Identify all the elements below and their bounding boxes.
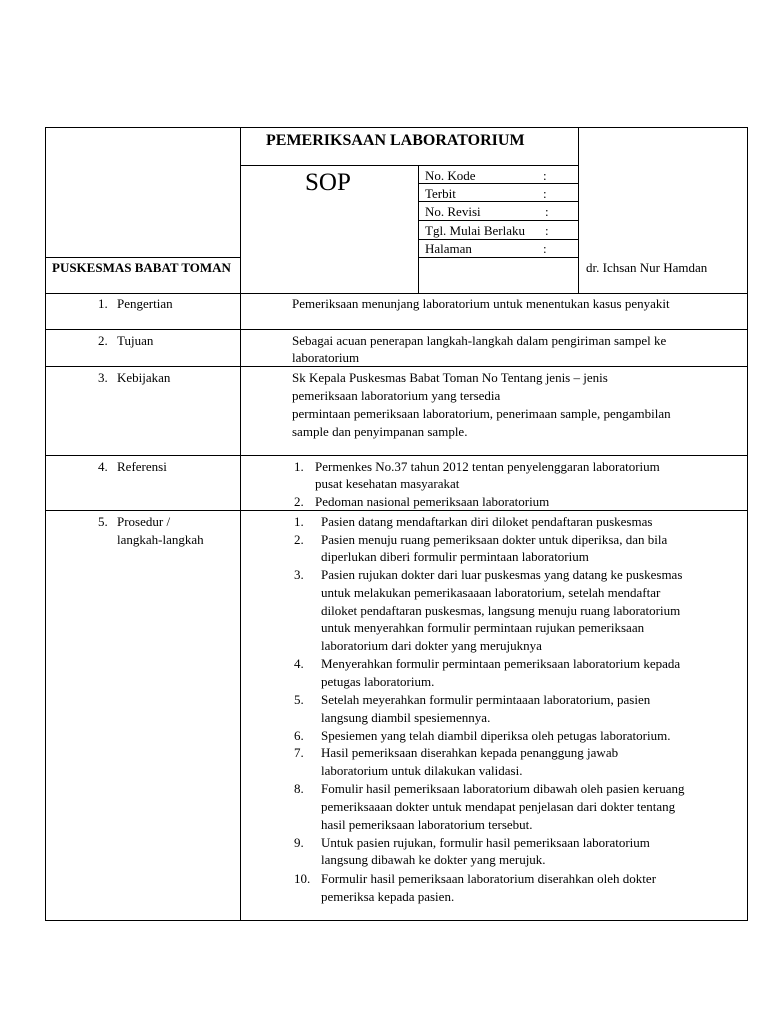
sop-label: SOP bbox=[305, 169, 351, 196]
list-item-number: 8. bbox=[294, 781, 304, 796]
list-item-number: 2. bbox=[294, 532, 304, 547]
section-text-line: Pemeriksaan menunjang laboratorium untuk menentukan kasus penyakit bbox=[292, 296, 670, 311]
section-label: Prosedur / bbox=[117, 514, 171, 529]
list-item-text: untuk melakukan pemerikasaaan laboratorium, setelah mendaftar bbox=[321, 585, 661, 600]
table-border-top bbox=[45, 127, 748, 128]
section-divider-4 bbox=[45, 510, 748, 511]
section-text-line: pemeriksaan laboratorium yang tersedia bbox=[292, 388, 501, 403]
header-divider-left bbox=[240, 127, 241, 921]
header-divider-right bbox=[578, 127, 579, 293]
list-item-text: Pasien rujukan dokter dari luar puskesmas yang datang ke puskesmas bbox=[321, 567, 683, 582]
section-divider-1 bbox=[45, 329, 748, 330]
table-border-right bbox=[747, 127, 748, 921]
section-text-line: laboratorium bbox=[292, 350, 360, 365]
doc-field-label: Terbit bbox=[425, 186, 456, 201]
list-item-text: pemeriksa kepada pasien. bbox=[321, 889, 455, 904]
title-underline bbox=[240, 165, 579, 166]
doc-field-separator: : bbox=[545, 204, 549, 219]
list-item-text: hasil pemeriksaan laboratorium tersebut. bbox=[321, 817, 533, 832]
list-item-text: diloket pendaftaran puskesmas, langsung menuju ruang laboratorium bbox=[321, 603, 681, 618]
section-number: 3. bbox=[98, 370, 108, 385]
section-divider-3 bbox=[45, 455, 748, 456]
list-item-number: 3. bbox=[294, 567, 304, 582]
section-label-continued: langkah-langkah bbox=[117, 532, 204, 547]
list-item-text: Menyerahkan formulir permintaan pemeriksaan laboratorium kepada bbox=[321, 656, 681, 671]
section-number: 1. bbox=[98, 296, 108, 311]
table-border-bottom bbox=[45, 920, 748, 921]
list-item-text: Fomulir hasil pemeriksaan laboratorium dibawah oleh pasien keruang bbox=[321, 781, 685, 796]
document-title: PEMERIKSAAN LABORATORIUM bbox=[266, 132, 525, 149]
list-item-text: langsung diambil spesiemennya. bbox=[321, 710, 491, 725]
institution-row-top bbox=[45, 257, 241, 258]
section-text-line: Sk Kepala Puskesmas Babat Toman No Tentang jenis – jenis bbox=[292, 370, 608, 385]
list-item-text: Pedoman nasional pemeriksaan laboratorium bbox=[315, 494, 550, 509]
list-item-number: 9. bbox=[294, 835, 304, 850]
list-item-text: Pasien datang mendaftarkan diri diloket pendaftaran puskesmas bbox=[321, 514, 653, 529]
doc-field-line-5 bbox=[418, 257, 579, 258]
signatory-name: dr. Ichsan Nur Hamdan bbox=[586, 260, 708, 275]
list-item-text: petugas laboratorium. bbox=[321, 674, 435, 689]
list-item-number: 5. bbox=[294, 692, 304, 707]
list-item-text: pemeriksaaan dokter untuk mendapat penjelasan dari dokter tentang bbox=[321, 799, 676, 814]
list-item-text: diperlukan diberi formulir permintaan laboratorium bbox=[321, 549, 589, 564]
list-item-text: Hasil pemeriksaan diserahkan kepada penanggung jawab bbox=[321, 745, 619, 760]
doc-field-separator: : bbox=[543, 168, 547, 183]
table-border-left bbox=[45, 127, 46, 921]
list-item-number: 1. bbox=[294, 459, 304, 474]
list-item-text: Setelah meyerahkan formulir permintaaan laboratorium, pasien bbox=[321, 692, 651, 707]
list-item-number: 7. bbox=[294, 745, 304, 760]
doc-field-label: No. Kode bbox=[425, 168, 476, 183]
institution-row-bottom bbox=[45, 293, 748, 294]
list-item-number: 2. bbox=[294, 494, 304, 509]
institution-name: PUSKESMAS BABAT TOMAN bbox=[52, 260, 231, 275]
section-text-line: permintaan pemeriksaan laboratorium, penerimaan sample, pengambilan bbox=[292, 406, 671, 421]
list-item-number: 1. bbox=[294, 514, 304, 529]
doc-field-separator: : bbox=[545, 223, 549, 238]
doc-field-separator: : bbox=[543, 186, 547, 201]
list-item-text: laboratorium untuk dilakukan validasi. bbox=[321, 763, 523, 778]
section-divider-2 bbox=[45, 366, 748, 367]
doc-field-label: Tgl. Mulai Berlaku bbox=[425, 223, 526, 238]
section-number: 4. bbox=[98, 459, 108, 474]
list-item-text: Permenkes No.37 tahun 2012 tentan penyelenggaran laboratorium bbox=[315, 459, 660, 474]
list-item-number: 4. bbox=[294, 656, 304, 671]
list-item-text: Untuk pasien rujukan, formulir hasil pemeriksaan laboratorium bbox=[321, 835, 650, 850]
list-item-number: 6. bbox=[294, 728, 304, 743]
list-item-text: laboratorium dari dokter yang merujuknya bbox=[321, 638, 542, 653]
list-item-text: Pasien menuju ruang pemeriksaan dokter untuk diperiksa, dan bila bbox=[321, 532, 668, 547]
section-label: Referensi bbox=[117, 459, 167, 474]
list-item-number: 10. bbox=[294, 871, 311, 886]
list-item-text: untuk menyerahkan formulir permintaan rujukan pemeriksaan bbox=[321, 620, 645, 635]
list-item-text: langsung dibawah ke dokter yang merujuk. bbox=[321, 852, 546, 867]
doc-field-label: No. Revisi bbox=[425, 204, 481, 219]
section-number: 5. bbox=[98, 514, 108, 529]
list-item-text: Spesiemen yang telah diambil diperiksa oleh petugas laboratorium. bbox=[321, 728, 671, 743]
list-item-text: Formulir hasil pemeriksaan laboratorium diserahkan oleh dokter bbox=[321, 871, 657, 886]
doc-field-separator: : bbox=[543, 241, 547, 256]
list-item-text: pusat kesehatan masyarakat bbox=[315, 476, 460, 491]
doc-field-label: Halaman bbox=[425, 241, 472, 256]
doc-field-line-3 bbox=[418, 220, 579, 221]
doc-field-divider bbox=[418, 165, 419, 293]
section-label: Kebijakan bbox=[117, 370, 171, 385]
section-text-line: Sebagai acuan penerapan langkah-langkah dalam pengiriman sampel ke bbox=[292, 333, 667, 348]
section-label: Tujuan bbox=[117, 333, 154, 348]
section-text-line: sample dan penyimpanan sample. bbox=[292, 424, 468, 439]
section-label: Pengertian bbox=[117, 296, 173, 311]
section-number: 2. bbox=[98, 333, 108, 348]
